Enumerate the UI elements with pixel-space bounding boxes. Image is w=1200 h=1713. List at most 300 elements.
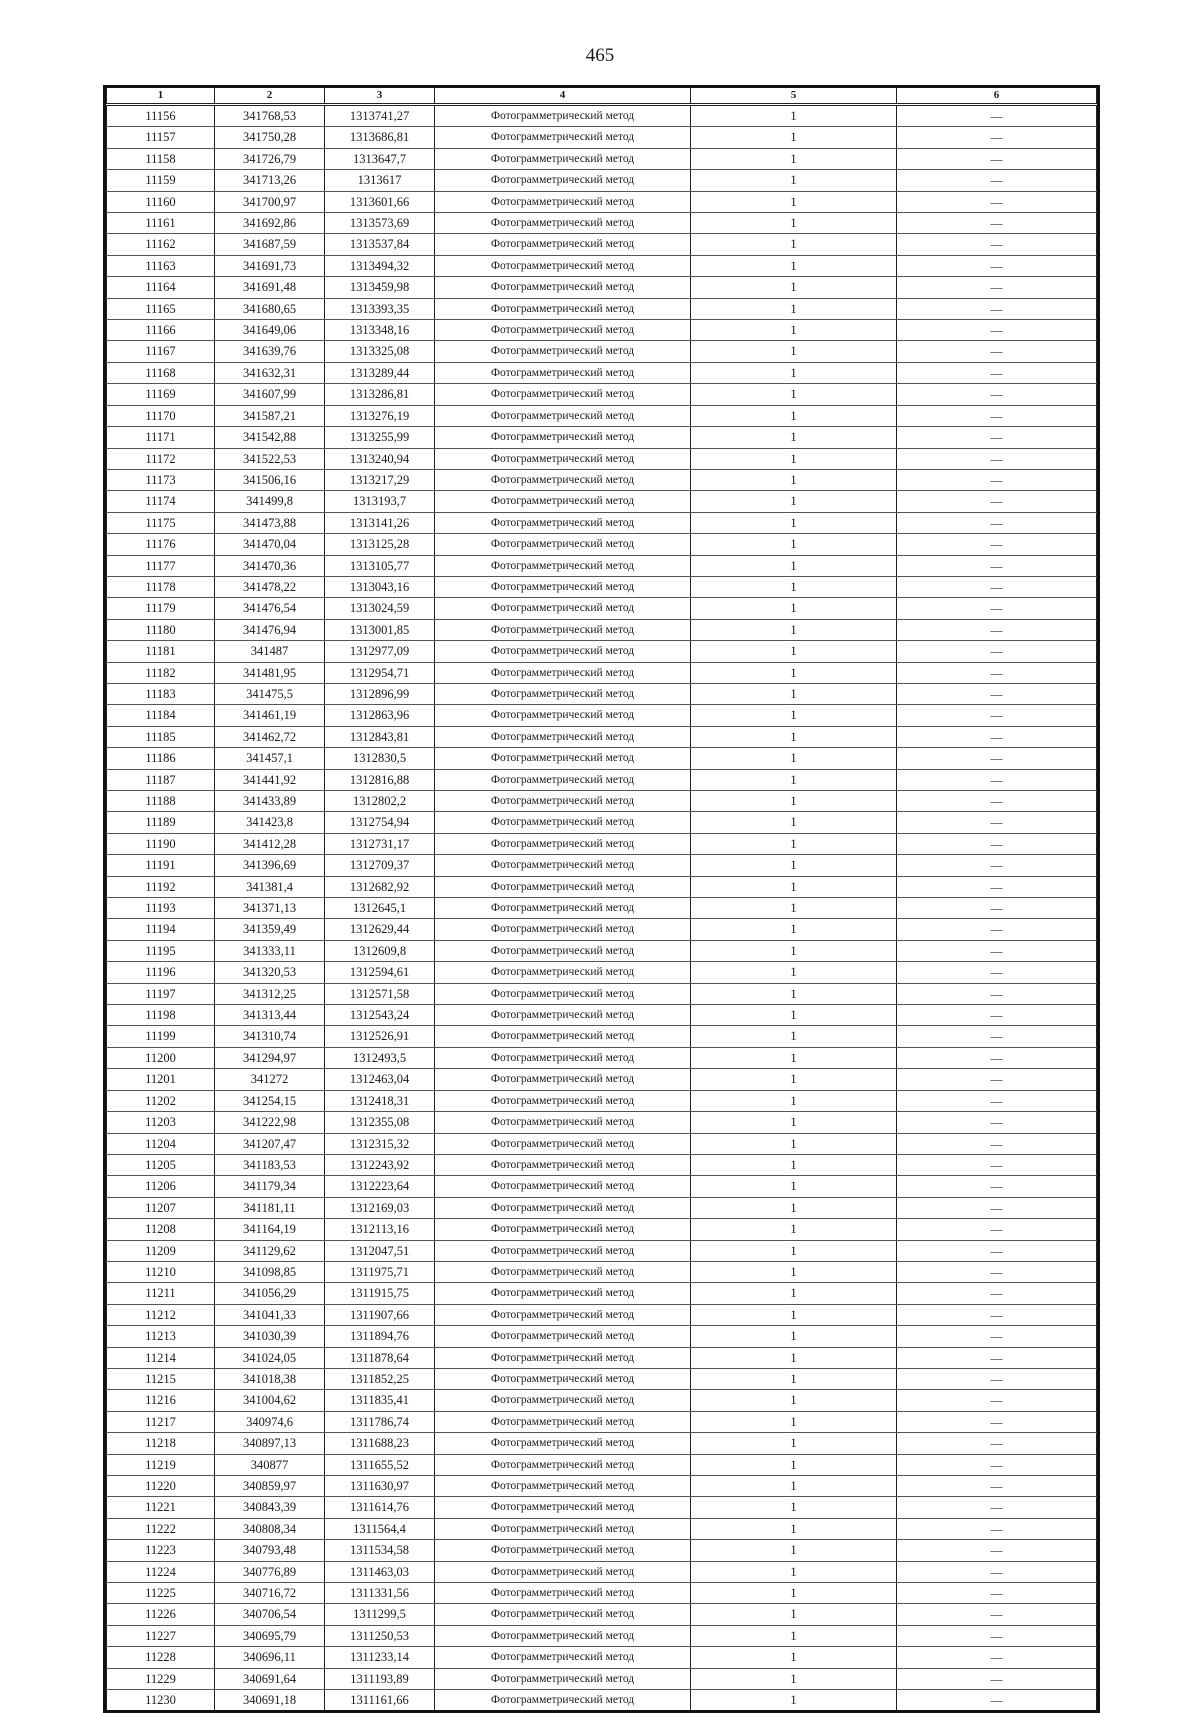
cell-note: — [897,641,1097,662]
cell-point-number: 11215 [107,1368,215,1389]
table-row [107,277,1097,298]
cell-coord-x: 341768,53 [215,105,325,127]
table-row [107,833,1097,854]
cell-point-number: 11172 [107,448,215,469]
cell-point-number: 11230 [107,1690,215,1711]
cell-coord-y: 1311907,66 [325,1304,435,1325]
cell-point-number: 11221 [107,1497,215,1518]
table-body [107,105,1097,1711]
cell-method: Фотограмметрический метод [435,277,691,298]
cell-method: Фотограмметрический метод [435,1647,691,1668]
table-row [107,1668,1097,1689]
cell-method: Фотограмметрический метод [435,191,691,212]
cell-note: — [897,705,1097,726]
cell-accuracy: 1 [691,1368,897,1389]
cell-coord-x: 341371,13 [215,898,325,919]
table-row [107,1647,1097,1668]
cell-method: Фотограмметрический метод [435,384,691,405]
cell-coord-y: 1312526,91 [325,1026,435,1047]
cell-coord-x: 341396,69 [215,855,325,876]
cell-coord-x: 340897,13 [215,1433,325,1454]
cell-method: Фотограмметрический метод [435,1668,691,1689]
table-row [107,1261,1097,1282]
cell-accuracy: 1 [691,1154,897,1175]
cell-note: — [897,1133,1097,1154]
cell-accuracy: 1 [691,1668,897,1689]
cell-accuracy: 1 [691,320,897,341]
cell-accuracy: 1 [691,1411,897,1432]
cell-coord-x: 340843,39 [215,1497,325,1518]
cell-coord-x: 341320,53 [215,962,325,983]
page-number: 465 [585,45,615,66]
cell-coord-x: 341024,05 [215,1347,325,1368]
cell-note: — [897,1261,1097,1282]
cell-note: — [897,1368,1097,1389]
cell-accuracy: 1 [691,940,897,961]
cell-accuracy: 1 [691,1647,897,1668]
cell-point-number: 11193 [107,898,215,919]
cell-method: Фотограмметрический метод [435,1047,691,1068]
cell-method: Фотограмметрический метод [435,448,691,469]
table-row [107,855,1097,876]
cell-point-number: 11219 [107,1454,215,1475]
cell-note: — [897,1047,1097,1068]
cell-accuracy: 1 [691,769,897,790]
cell-method: Фотограмметрический метод [435,469,691,490]
cell-method: Фотограмметрический метод [435,812,691,833]
cell-coord-x: 341587,21 [215,405,325,426]
cell-coord-x: 341726,79 [215,148,325,169]
cell-method: Фотограмметрический метод [435,1261,691,1282]
cell-accuracy: 1 [691,1047,897,1068]
cell-coord-x: 341750,28 [215,127,325,148]
cell-accuracy: 1 [691,448,897,469]
cell-coord-x: 341506,16 [215,469,325,490]
cell-note: — [897,769,1097,790]
cell-accuracy: 1 [691,898,897,919]
cell-coord-x: 341423,8 [215,812,325,833]
cell-coord-x: 341639,76 [215,341,325,362]
cell-coord-y: 1312896,99 [325,683,435,704]
cell-point-number: 11199 [107,1026,215,1047]
cell-coord-x: 341381,4 [215,876,325,897]
cell-accuracy: 1 [691,1476,897,1497]
cell-coord-y: 1312830,5 [325,748,435,769]
cell-accuracy: 1 [691,812,897,833]
table-row [107,1604,1097,1625]
cell-note: — [897,191,1097,212]
header-col-5: 5 [691,88,897,105]
cell-point-number: 11183 [107,683,215,704]
cell-method: Фотограмметрический метод [435,1304,691,1325]
table-row [107,1347,1097,1368]
cell-point-number: 11167 [107,341,215,362]
cell-method: Фотограмметрический метод [435,1090,691,1111]
table-row [107,1411,1097,1432]
cell-method: Фотограмметрический метод [435,405,691,426]
cell-accuracy: 1 [691,833,897,854]
cell-point-number: 11202 [107,1090,215,1111]
cell-coord-x: 341254,15 [215,1090,325,1111]
cell-point-number: 11184 [107,705,215,726]
cell-coord-y: 1313286,81 [325,384,435,405]
cell-method: Фотограмметрический метод [435,1219,691,1240]
cell-point-number: 11198 [107,1005,215,1026]
table-header-row [107,88,1097,105]
cell-method: Фотограмметрический метод [435,748,691,769]
cell-coord-x: 341680,65 [215,298,325,319]
cell-method: Фотограмметрический метод [435,919,691,940]
cell-point-number: 11218 [107,1433,215,1454]
cell-method: Фотограмметрический метод [435,555,691,576]
cell-coord-x: 341481,95 [215,662,325,683]
cell-accuracy: 1 [691,1625,897,1646]
cell-coord-x: 341313,44 [215,1005,325,1026]
cell-accuracy: 1 [691,1561,897,1582]
cell-coord-x: 341098,85 [215,1261,325,1282]
table-row [107,812,1097,833]
cell-accuracy: 1 [691,1005,897,1026]
cell-note: — [897,833,1097,854]
cell-point-number: 11160 [107,191,215,212]
cell-coord-y: 1313217,29 [325,469,435,490]
table-row [107,555,1097,576]
cell-accuracy: 1 [691,277,897,298]
cell-point-number: 11206 [107,1176,215,1197]
cell-method: Фотограмметрический метод [435,127,691,148]
cell-note: — [897,619,1097,640]
table-row [107,1454,1097,1475]
cell-note: — [897,662,1097,683]
cell-coord-x: 341476,94 [215,619,325,640]
cell-accuracy: 1 [691,384,897,405]
table-row [107,1476,1097,1497]
cell-point-number: 11156 [107,105,215,127]
cell-point-number: 11174 [107,491,215,512]
cell-accuracy: 1 [691,598,897,619]
table-row [107,213,1097,234]
cell-coord-x: 341607,99 [215,384,325,405]
cell-method: Фотограмметрический метод [435,1176,691,1197]
table-row [107,1154,1097,1175]
cell-coord-x: 341018,38 [215,1368,325,1389]
table-row [107,1283,1097,1304]
cell-point-number: 11186 [107,748,215,769]
cell-coord-x: 341475,5 [215,683,325,704]
cell-point-number: 11173 [107,469,215,490]
cell-note: — [897,148,1097,169]
cell-coord-y: 1312682,92 [325,876,435,897]
table-row [107,127,1097,148]
cell-note: — [897,1411,1097,1432]
cell-coord-y: 1313647,7 [325,148,435,169]
cell-note: — [897,170,1097,191]
cell-note: — [897,1240,1097,1261]
cell-coord-x: 341691,48 [215,277,325,298]
cell-method: Фотограмметрический метод [435,833,691,854]
cell-coord-y: 1311786,74 [325,1411,435,1432]
cell-note: — [897,1326,1097,1347]
table-row [107,1326,1097,1347]
cell-coord-x: 341183,53 [215,1154,325,1175]
cell-method: Фотограмметрический метод [435,170,691,191]
cell-method: Фотограмметрический метод [435,576,691,597]
cell-coord-x: 341312,25 [215,983,325,1004]
cell-point-number: 11197 [107,983,215,1004]
cell-method: Фотограмметрический метод [435,1026,691,1047]
cell-point-number: 11191 [107,855,215,876]
table-row [107,1197,1097,1218]
cell-accuracy: 1 [691,255,897,276]
cell-note: — [897,1176,1097,1197]
cell-method: Фотограмметрический метод [435,1390,691,1411]
cell-coord-x: 341129,62 [215,1240,325,1261]
cell-method: Фотограмметрический метод [435,534,691,555]
cell-point-number: 11170 [107,405,215,426]
cell-note: — [897,1433,1097,1454]
cell-accuracy: 1 [691,213,897,234]
table-row [107,598,1097,619]
cell-method: Фотограмметрический метод [435,512,691,533]
cell-accuracy: 1 [691,1197,897,1218]
cell-method: Фотограмметрический метод [435,1154,691,1175]
table-row [107,619,1097,640]
table-row [107,298,1097,319]
cell-note: — [897,1304,1097,1325]
cell-point-number: 11165 [107,298,215,319]
table-row [107,898,1097,919]
cell-method: Фотограмметрический метод [435,1454,691,1475]
cell-coord-x: 340695,79 [215,1625,325,1646]
cell-note: — [897,1647,1097,1668]
cell-coord-x: 341692,86 [215,213,325,234]
table-row [107,662,1097,683]
cell-method: Фотограмметрический метод [435,940,691,961]
cell-coord-y: 1313494,32 [325,255,435,276]
cell-coord-x: 340691,18 [215,1690,325,1711]
cell-coord-y: 1311975,71 [325,1261,435,1282]
cell-method: Фотограмметрический метод [435,1583,691,1604]
cell-note: — [897,234,1097,255]
table-row [107,1390,1097,1411]
cell-note: — [897,320,1097,341]
cell-note: — [897,1497,1097,1518]
cell-coord-y: 1313348,16 [325,320,435,341]
cell-coord-y: 1313459,98 [325,277,435,298]
cell-point-number: 11224 [107,1561,215,1582]
header-col-4: 4 [435,88,691,105]
table-row [107,983,1097,1004]
table-row [107,1368,1097,1389]
coordinates-table [106,88,1097,1710]
cell-method: Фотограмметрический метод [435,1197,691,1218]
cell-coord-x: 341164,19 [215,1219,325,1240]
cell-point-number: 11175 [107,512,215,533]
cell-method: Фотограмметрический метод [435,898,691,919]
table-row [107,1540,1097,1561]
cell-coord-y: 1311250,53 [325,1625,435,1646]
header-col-2: 2 [215,88,325,105]
cell-accuracy: 1 [691,1454,897,1475]
cell-coord-y: 1313686,81 [325,127,435,148]
cell-accuracy: 1 [691,1690,897,1711]
cell-accuracy: 1 [691,683,897,704]
cell-accuracy: 1 [691,1133,897,1154]
cell-accuracy: 1 [691,1219,897,1240]
cell-coord-y: 1313573,69 [325,213,435,234]
cell-coord-y: 1313125,28 [325,534,435,555]
coordinates-table-frame [103,85,1100,1713]
cell-note: — [897,598,1097,619]
cell-coord-y: 1311193,89 [325,1668,435,1689]
table-row [107,534,1097,555]
cell-accuracy: 1 [691,855,897,876]
cell-point-number: 11203 [107,1112,215,1133]
table-row [107,576,1097,597]
cell-accuracy: 1 [691,170,897,191]
table-row [107,1690,1097,1711]
cell-coord-x: 341470,36 [215,555,325,576]
cell-accuracy: 1 [691,791,897,812]
cell-point-number: 11161 [107,213,215,234]
table-row [107,1583,1097,1604]
cell-coord-x: 341462,72 [215,726,325,747]
cell-coord-x: 341522,53 [215,448,325,469]
cell-coord-y: 1311655,52 [325,1454,435,1475]
cell-note: — [897,576,1097,597]
cell-coord-x: 341470,04 [215,534,325,555]
cell-note: — [897,1625,1097,1646]
cell-note: — [897,1090,1097,1111]
table-row [107,469,1097,490]
cell-accuracy: 1 [691,1433,897,1454]
table-row [107,341,1097,362]
cell-note: — [897,876,1097,897]
cell-coord-x: 341272 [215,1069,325,1090]
cell-point-number: 11204 [107,1133,215,1154]
table-row [107,683,1097,704]
cell-point-number: 11201 [107,1069,215,1090]
cell-note: — [897,983,1097,1004]
cell-point-number: 11185 [107,726,215,747]
cell-coord-y: 1311564,4 [325,1518,435,1539]
cell-coord-x: 341487 [215,641,325,662]
cell-coord-y: 1312355,08 [325,1112,435,1133]
cell-note: — [897,512,1097,533]
cell-point-number: 11225 [107,1583,215,1604]
cell-method: Фотограмметрический метод [435,1433,691,1454]
cell-note: — [897,384,1097,405]
cell-note: — [897,1583,1097,1604]
cell-note: — [897,341,1097,362]
cell-coord-y: 1311915,75 [325,1283,435,1304]
cell-point-number: 11187 [107,769,215,790]
cell-note: — [897,855,1097,876]
table-row [107,1005,1097,1026]
cell-method: Фотограмметрический метод [435,1368,691,1389]
cell-method: Фотограмметрический метод [435,662,691,683]
cell-note: — [897,1690,1097,1711]
cell-accuracy: 1 [691,919,897,940]
cell-point-number: 11211 [107,1283,215,1304]
cell-coord-x: 341649,06 [215,320,325,341]
cell-accuracy: 1 [691,1583,897,1604]
cell-accuracy: 1 [691,191,897,212]
cell-accuracy: 1 [691,405,897,426]
cell-coord-x: 341700,97 [215,191,325,212]
cell-note: — [897,748,1097,769]
table-row [107,148,1097,169]
cell-method: Фотограмметрический метод [435,1005,691,1026]
cell-coord-y: 1313255,99 [325,427,435,448]
cell-coord-x: 340691,64 [215,1668,325,1689]
table-row [107,1518,1097,1539]
table-row [107,105,1097,127]
cell-accuracy: 1 [691,534,897,555]
cell-point-number: 11196 [107,962,215,983]
cell-point-number: 11208 [107,1219,215,1240]
cell-coord-x: 341499,8 [215,491,325,512]
cell-accuracy: 1 [691,127,897,148]
cell-coord-y: 1312418,31 [325,1090,435,1111]
cell-note: — [897,1668,1097,1689]
cell-point-number: 11195 [107,940,215,961]
cell-coord-x: 340808,34 [215,1518,325,1539]
cell-point-number: 11220 [107,1476,215,1497]
cell-coord-y: 1311463,03 [325,1561,435,1582]
cell-coord-y: 1312977,09 [325,641,435,662]
cell-accuracy: 1 [691,298,897,319]
cell-note: — [897,898,1097,919]
cell-coord-y: 1313141,26 [325,512,435,533]
cell-coord-x: 341412,28 [215,833,325,854]
cell-coord-y: 1313024,59 [325,598,435,619]
cell-coord-x: 340793,48 [215,1540,325,1561]
cell-point-number: 11207 [107,1197,215,1218]
cell-point-number: 11181 [107,641,215,662]
cell-coord-x: 340696,11 [215,1647,325,1668]
table-row [107,919,1097,940]
cell-coord-x: 341056,29 [215,1283,325,1304]
cell-point-number: 11157 [107,127,215,148]
cell-note: — [897,1390,1097,1411]
cell-method: Фотограмметрический метод [435,619,691,640]
cell-point-number: 11200 [107,1047,215,1068]
cell-coord-y: 1312594,61 [325,962,435,983]
table-row [107,1219,1097,1240]
cell-accuracy: 1 [691,148,897,169]
table-row [107,940,1097,961]
cell-method: Фотограмметрический метод [435,298,691,319]
cell-point-number: 11205 [107,1154,215,1175]
cell-coord-y: 1312816,88 [325,769,435,790]
cell-method: Фотограмметрический метод [435,1476,691,1497]
table-row [107,1497,1097,1518]
cell-accuracy: 1 [691,705,897,726]
cell-note: — [897,940,1097,961]
cell-accuracy: 1 [691,641,897,662]
cell-point-number: 11223 [107,1540,215,1561]
cell-point-number: 11162 [107,234,215,255]
cell-coord-x: 341179,34 [215,1176,325,1197]
cell-coord-y: 1312113,16 [325,1219,435,1240]
cell-method: Фотограмметрический метод [435,255,691,276]
cell-point-number: 11216 [107,1390,215,1411]
table-row [107,641,1097,662]
cell-coord-y: 1313193,7 [325,491,435,512]
cell-coord-x: 341207,47 [215,1133,325,1154]
cell-point-number: 11180 [107,619,215,640]
